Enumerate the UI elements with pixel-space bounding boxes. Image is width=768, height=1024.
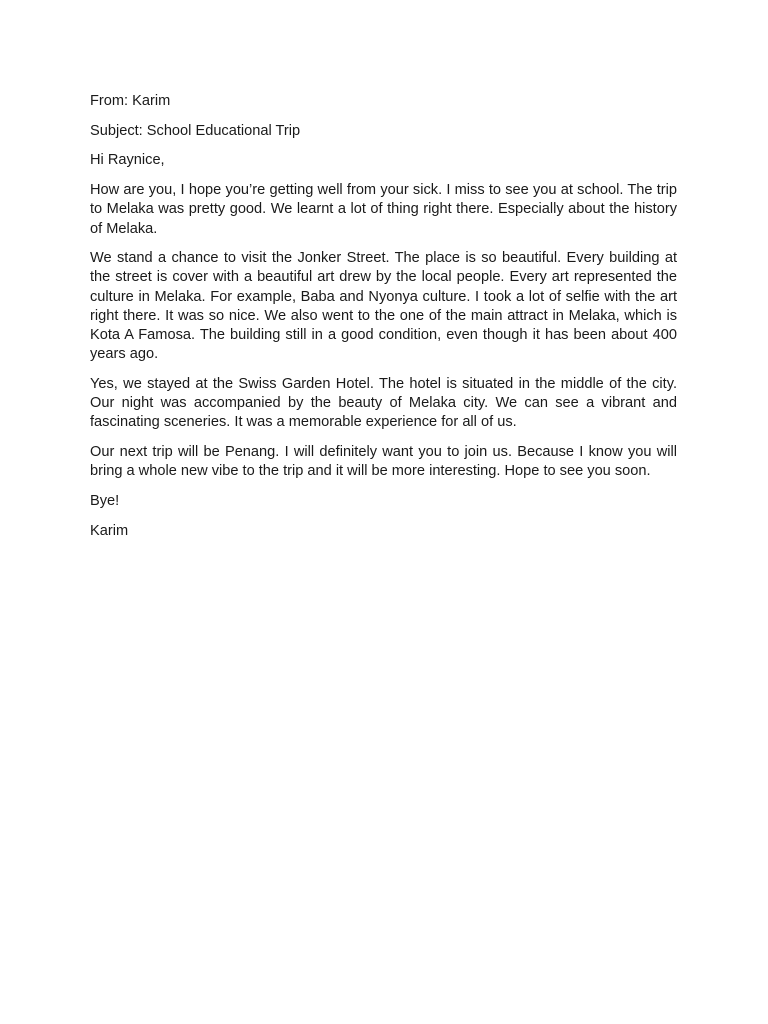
closing: Bye!	[90, 492, 120, 509]
letter-document	[90, 92, 677, 551]
greeting: Hi Raynice,	[90, 152, 165, 169]
body-paragraph-3: Yes, we stayed at the Swiss Garden Hotel. The hotel is situated in the middle of the city. Our night was accompanied by the beauty of Melaka city. We can see a vibrant and fascinating sceneries. It was a memorable experience for all of us.	[90, 375, 677, 431]
body-paragraph-4: Our next trip will be Penang. I will definitely want you to join us. Because I know you will bring a whole new vibe to the trip and it will be more interesting. Hope to see you soon.	[90, 444, 677, 480]
signature: Karim	[90, 522, 129, 539]
from-line: From: Karim	[90, 93, 171, 109]
subject-line: Subject: School Educational Trip	[90, 122, 301, 139]
body-paragraph-2: We stand a chance to visit the Jonker Street. The place is so beautiful. Every building at the street is cover with a beautiful art drew by the local people. Every art represented the culture in Melaka. For example, Baba and Nyonya culture. I took a lot of selfie with the art right there. It was so nice. We also went to the one of the main attract in Melaka, which is Kota A Famosa. The building still in a good condition, even though it has been about 400 years ago.	[90, 250, 677, 363]
body-paragraph-1: How are you, I hope you’re getting well from your sick. I miss to see you at school. The trip to Melaka was pretty good. We learnt a lot of thing right there. Especially about the history of Melaka.	[90, 182, 677, 237]
